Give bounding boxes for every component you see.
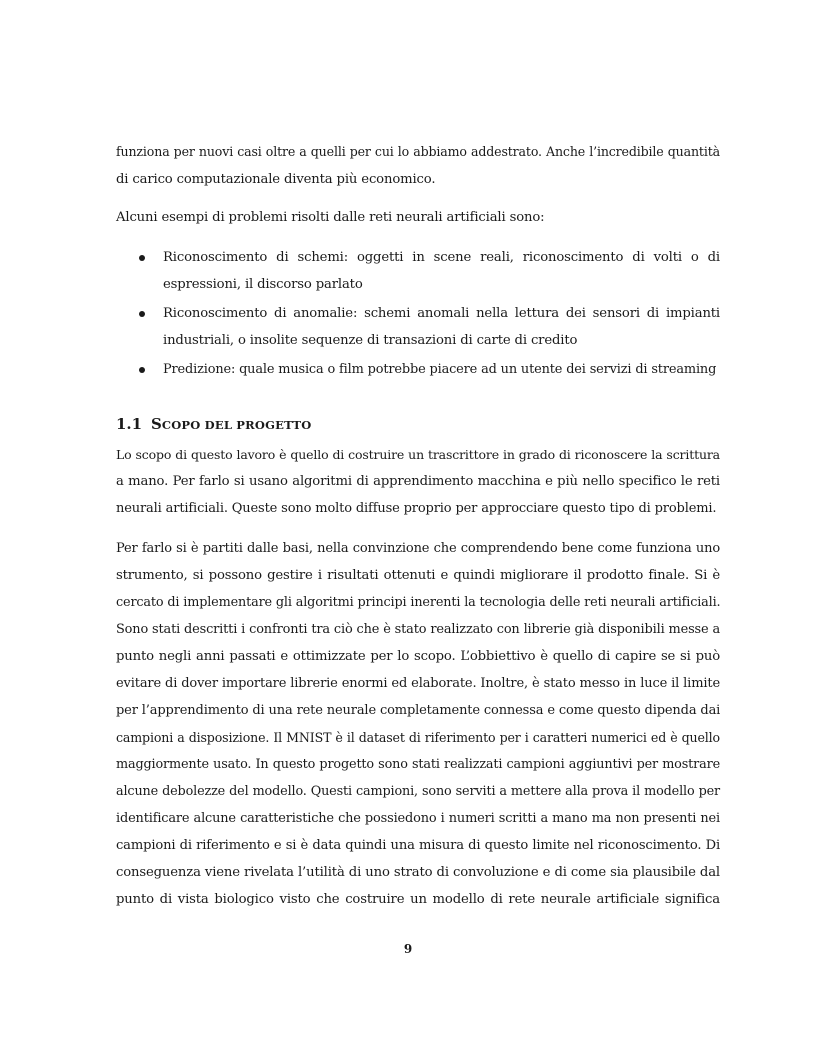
paragraph-4-line-5: punto negli anni passati e ottimizzate per lo scopo. L’obbiettivo è quello di capire se si può xyxy=(116,649,720,664)
paragraph-4-line-13: conseguenza viene rivelata l’utilità di uno strato di convoluzione e di come sia plausibile dal xyxy=(116,865,720,880)
section-heading xyxy=(116,414,311,433)
bullet-2-line-1: Riconoscimento di anomalie: schemi anomali nella lettura dei sensori di impianti xyxy=(163,306,720,321)
bullet-2-dot xyxy=(139,311,145,317)
paragraph-4-line-14: punto di vista biologico visto che costruire un modello di rete neurale artificiale significa xyxy=(116,892,720,907)
paragraph-3-line-2: a mano. Per farlo si usano algoritmi di apprendimento macchina e più nello specifico le reti xyxy=(116,474,720,489)
paragraph-4-line-4: Sono stati descritti i confronti tra ciò che è stato realizzato con librerie già disponibili messe a xyxy=(116,622,720,637)
section-title-initial: S xyxy=(151,415,162,433)
paragraph-4-line-7: per l’apprendimento di una rete neurale completamente connessa e come questo dipenda dai xyxy=(116,703,721,718)
bullet-1-dot xyxy=(139,255,145,261)
bullet-2-line-2: industriali, o insolite sequenze di transazioni di carte di credito xyxy=(163,333,578,348)
paragraph-4-line-1: Per farlo si è partiti dalle basi, nella convinzione che comprendendo bene come funziona uno xyxy=(116,541,720,556)
paragraph-1-line-2: di carico computazionale diventa più economico. xyxy=(116,172,436,187)
page-number: 9 xyxy=(403,942,413,956)
paragraph-4-line-3: cercato di implementare gli algoritmi principi inerenti la tecnologia delle reti neurali artificiali. xyxy=(116,595,721,610)
paragraph-3-line-1: Lo scopo di questo lavoro è quello di costruire un trascrittore in grado di riconoscere la scrittura xyxy=(116,447,720,462)
paragraph-4-line-11: identificare alcune caratteristiche che possiedono i numeri scritti a mano ma non presenti nei xyxy=(116,811,720,826)
bullet-1-line-2: espressioni, il discorso parlato xyxy=(163,277,363,292)
section-number: 1.1 xyxy=(116,415,143,433)
paragraph-4-line-9: maggiormente usato. In questo progetto sono stati realizzati campioni aggiuntivi per mostrare xyxy=(116,757,720,772)
paragraph-3-line-3: neurali artificiali. Queste sono molto diffuse proprio per approcciare questo tipo di problemi. xyxy=(116,501,717,516)
paragraph-4-line-8: campioni a disposizione. Il MNIST è il dataset di riferimento per i caratteri numerici ed è quello xyxy=(116,730,720,745)
bullet-3-line-1: Predizione: quale musica o film potrebbe piacere ad un utente dei servizi di streaming xyxy=(163,362,717,377)
paragraph-4-line-12: campioni di riferimento e si è data quindi una misura di questo limite nel riconoscimento. Di xyxy=(116,838,720,853)
paragraph-4-line-10: alcune debolezze del modello. Questi campioni, sono serviti a mettere alla prova il modello per xyxy=(116,784,720,799)
paragraph-1-line-1: funziona per nuovi casi oltre a quelli per cui lo abbiamo addestrato. Anche l’incredibile quantità xyxy=(116,144,720,159)
paragraph-2: Alcuni esempi di problemi risolti dalle reti neurali artificiali sono: xyxy=(116,210,545,225)
paragraph-4-line-2: strumento, si possono gestire i risultati ottenuti e quindi migliorare il prodotto finale. Si è xyxy=(116,568,720,583)
bullet-3-dot xyxy=(139,367,145,373)
bullet-1-line-1: Riconoscimento di schemi: oggetti in scene reali, riconoscimento di volti o di xyxy=(163,250,720,265)
paragraph-4-line-6: evitare di dover importare librerie enormi ed elaborate. Inoltre, è stato messo in luce il limite xyxy=(116,676,720,691)
section-title-rest: COPO DEL PROGETTO xyxy=(161,418,312,432)
